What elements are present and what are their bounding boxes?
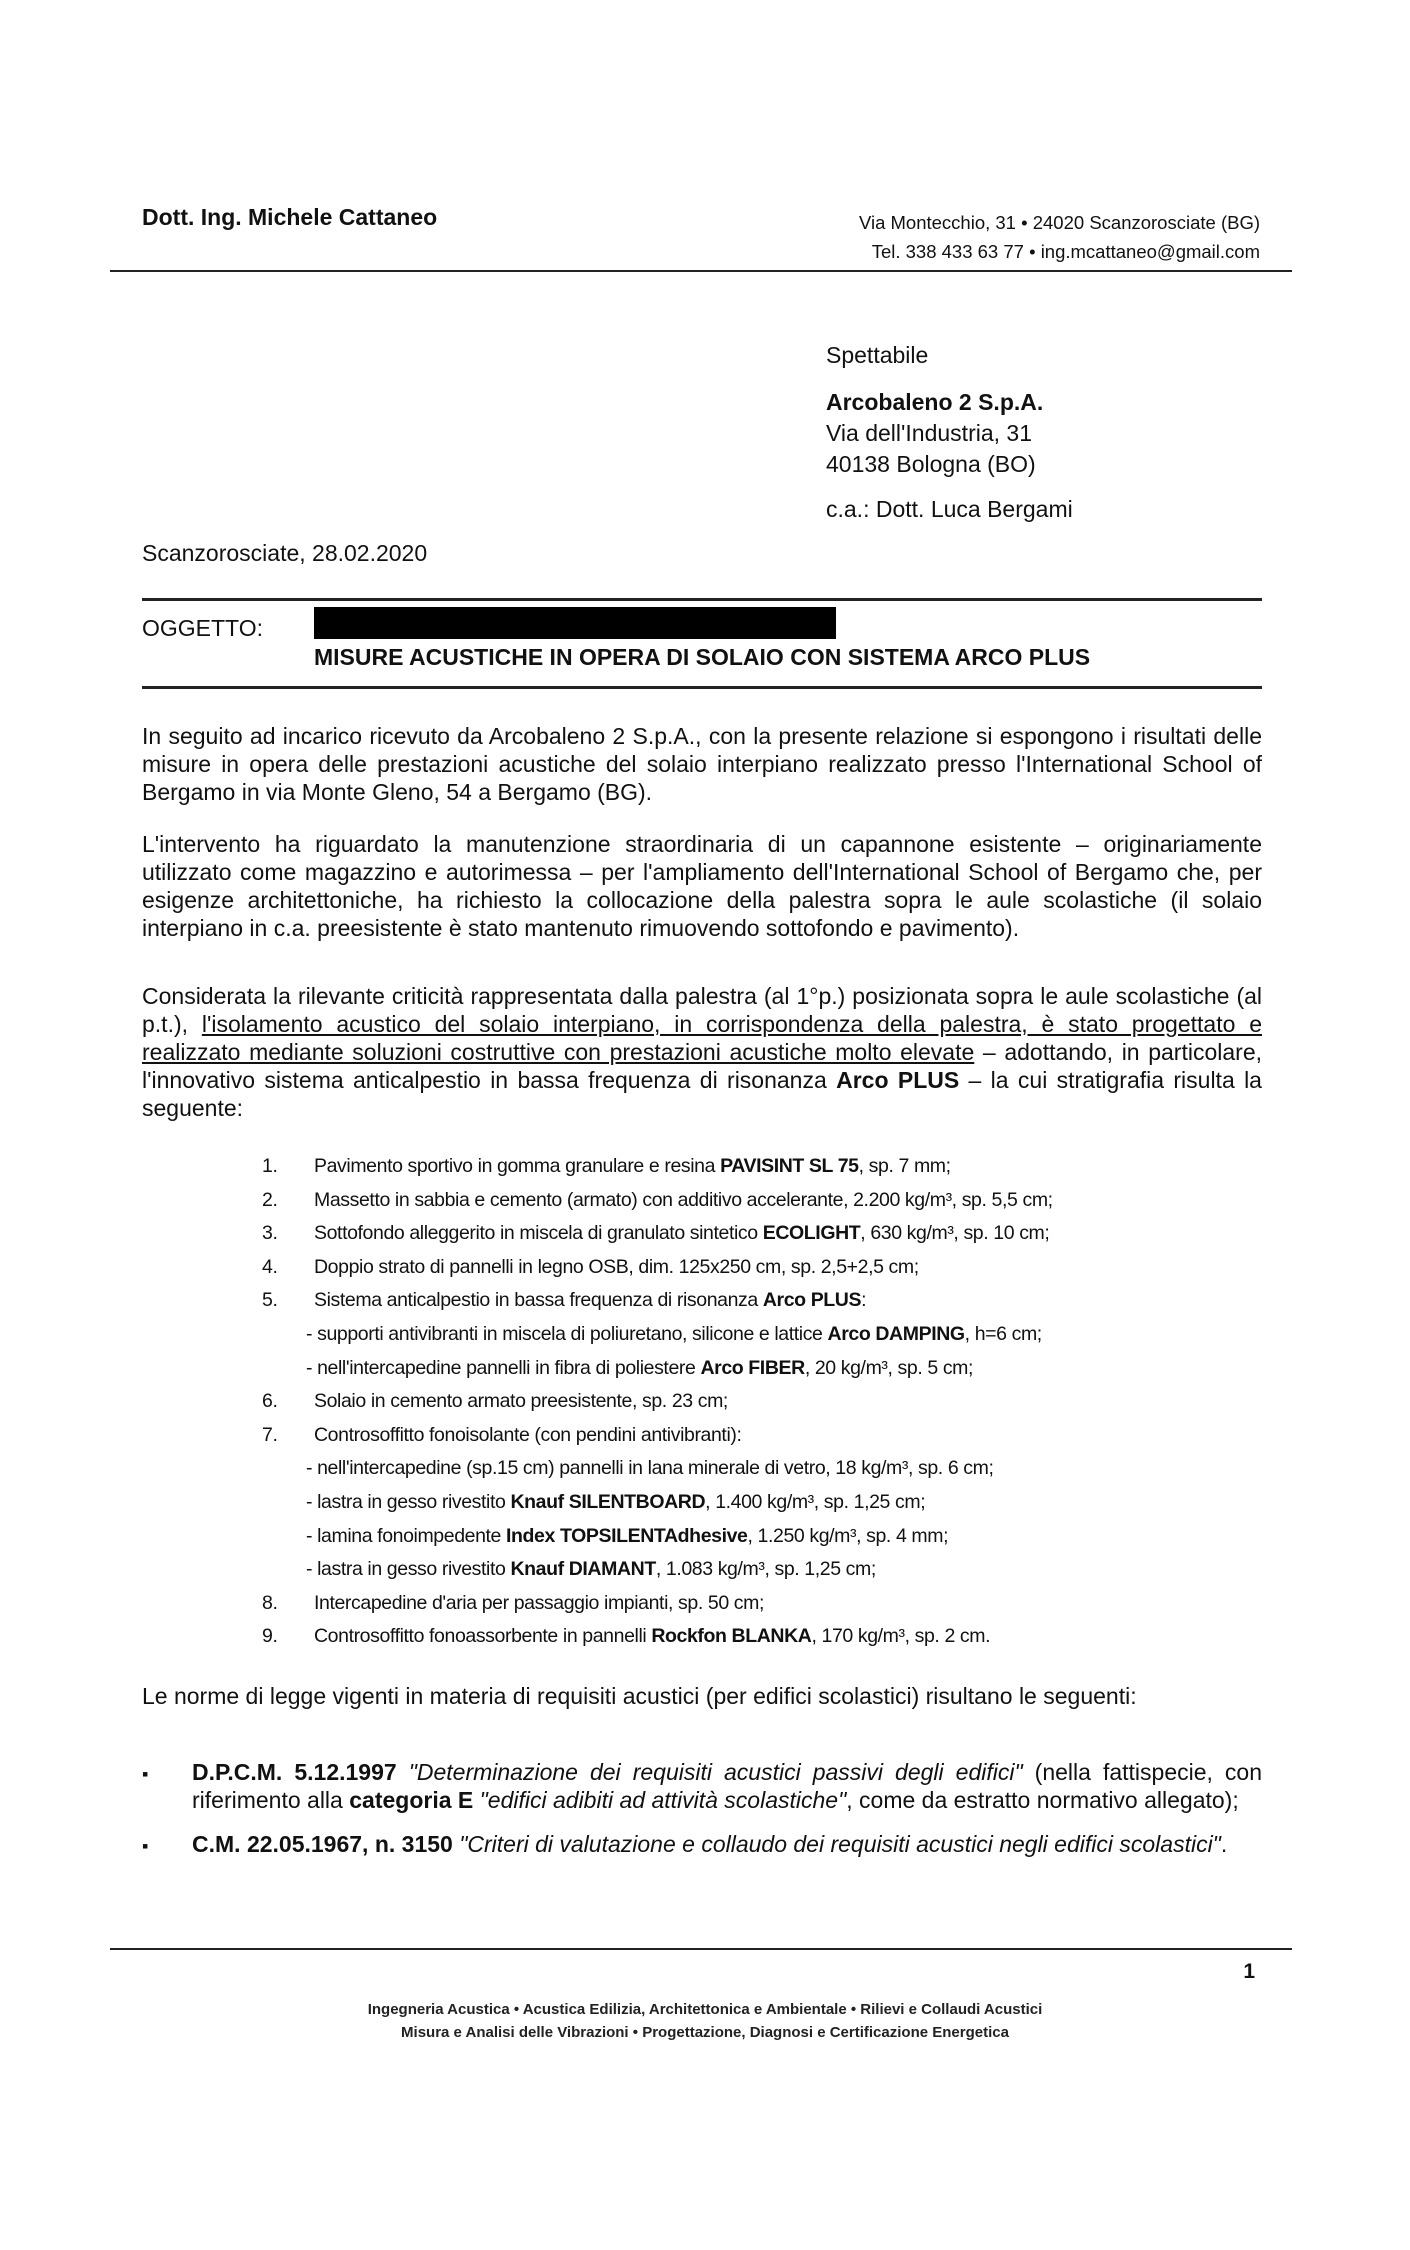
author-contact-block (859, 208, 1260, 266)
list-subitem: - lamina fonoimpedente Index TOPSILENTAdhesive, 1.250 kg/m³, sp. 4 mm; (306, 1524, 949, 1547)
header-divider (110, 270, 1292, 272)
list-text: Doppio strato di pannelli in legno OSB, dim. 125x250 cm, sp. 2,5+2,5 cm; (314, 1255, 919, 1278)
paragraph-norms-intro: Le norme di legge vigenti in materia di requisiti acustici (per edifici scolastici) risultano le seguenti: (142, 1683, 1137, 1709)
stratigraphy-list (262, 1150, 1222, 1654)
paragraph-criticality (142, 982, 1262, 1122)
list-text: Sistema anticalpestio in bassa frequenza di risonanza Arco PLUS: (314, 1289, 867, 1312)
list-item (262, 1217, 1222, 1251)
norms-list (142, 1758, 1262, 1876)
letter-date: Scanzorosciate, 28.02.2020 (142, 540, 428, 566)
footer-line-1: Ingegneria Acustica • Acustica Edilizia, Architettonica e Ambientale • Rilievi e Collaudi Acustici (367, 2001, 1043, 2018)
list-text: Intercapedine d'aria per passaggio impianti, sp. 50 cm; (314, 1591, 764, 1614)
list-text: Sottofondo alleggerito in miscela di granulato sintetico ECOLIGHT, 630 kg/m³, sp. 10 cm; (314, 1222, 1050, 1245)
list-subitem: - supporti antivibranti in miscela di poliuretano, silicone e lattice Arco DAMPING, h=6 cm; (306, 1322, 1042, 1345)
recipient-salutation: Spettabile (826, 342, 929, 368)
list-number: 9. (262, 1625, 278, 1648)
criticality-text-c: – la cui stratigrafia risulta la seguente: (142, 1067, 1262, 1121)
list-item (262, 1184, 1222, 1218)
norm-text: D.P.C.M. 5.12.1997 "Determinazione dei requisiti acustici passivi degli edifici" (nella fattispecie, con riferimento alla categoria E "edifici adibiti ad attività scolastiche", come da estratto normativo allegato); (192, 1759, 1263, 1813)
norm-item-dpcm (142, 1758, 1262, 1814)
criticality-text-b: – adottando, in particolare, l'innovativo sistema anticalpestio in bassa frequenza di risonanza (142, 1039, 1262, 1093)
list-subitem: - lastra in gesso rivestito Knauf DIAMANT, 1.083 kg/m³, sp. 1,25 cm; (306, 1558, 876, 1581)
list-number: 4. (262, 1255, 278, 1278)
footer-divider (110, 1948, 1292, 1950)
recipient-company: Arcobaleno 2 S.p.A. (826, 389, 1044, 415)
author-name: Dott. Ing. Michele Cattaneo (142, 204, 438, 230)
criticality-underlined: l'isolamento acustico del solaio interpiano, in corrispondenza della palestra, è stato progettato e realizzato mediante soluzioni costruttive con prestazioni acustiche molto elevate (142, 1011, 1262, 1065)
bullet-icon: ▪ (142, 1836, 149, 1856)
list-text: Pavimento sportivo in gomma granulare e resina PAVISINT SL 75, sp. 7 mm; (314, 1155, 951, 1177)
recipient-city: 40138 Bologna (BO) (826, 451, 1036, 477)
list-item (262, 1284, 1222, 1318)
list-number: 3. (262, 1222, 278, 1245)
bullet-icon: ▪ (142, 1764, 149, 1784)
list-item (262, 1251, 1222, 1285)
recipient-block (826, 340, 1073, 525)
list-item (262, 1620, 1222, 1654)
list-subitem: - nell'intercapedine (sp.15 cm) pannelli in lana minerale di vetro, 18 kg/m³, sp. 6 cm; (306, 1457, 994, 1480)
author-phone-email: Tel. 338 433 63 77 • ing.mcattaneo@gmail.com (871, 241, 1260, 262)
list-number: 1. (262, 1155, 278, 1177)
list-number: 8. (262, 1591, 278, 1614)
list-item (262, 1419, 1222, 1453)
list-subitem: - nell'intercapedine pannelli in fibra di poliestere Arco FIBER, 20 kg/m³, sp. 5 cm; (306, 1356, 974, 1379)
recipient-attention: c.a.: Dott. Luca Bergami (826, 496, 1073, 522)
footer-block (0, 1998, 1410, 2044)
paragraph-intervention: L'intervento ha riguardato la manutenzione straordinaria di un capannone esistente – originariamente utilizzato come magazzino e autorimessa – per l'ampliamento dell'International School of Bergamo che, per esigenze architettoniche, ha richiesto la collocazione della palestra sopra le aule scolastiche (il solaio interpiano in c.a. preesistente è stato mantenuto rimuovendo sottofondo e pavimento). (142, 831, 1262, 941)
author-address: Via Montecchio, 31 • 24020 Scanzorosciate (BG) (858, 212, 1260, 233)
list-number: 5. (262, 1289, 278, 1312)
footer-line-2: Misura e Analisi delle Vibrazioni • Progettazione, Diagnosi e Certificazione Energetica (401, 2024, 1009, 2041)
norm-text: C.M. 22.05.1967, n. 3150 "Criteri di valutazione e collaudo dei requisiti acustici negli edifici scolastici". (192, 1831, 1228, 1857)
subject-top-rule (142, 598, 1262, 601)
list-text: Massetto in sabbia e cemento (armato) con additivo accelerante, 2.200 kg/m³, sp. 5,5 cm; (314, 1188, 1053, 1211)
criticality-system-name: Arco PLUS (836, 1067, 960, 1093)
list-item (262, 1587, 1222, 1621)
subject-title: MISURE ACUSTICHE IN OPERA DI SOLAIO CON SISTEMA ARCO PLUS (314, 644, 1091, 670)
list-text: Controsoffitto fonoisolante (con pendini antivibranti): (314, 1423, 742, 1446)
list-item (262, 1385, 1222, 1419)
subject-label: OGGETTO: (142, 615, 263, 641)
subject-bottom-rule (142, 686, 1262, 689)
list-number: 7. (262, 1423, 278, 1446)
recipient-street: Via dell'Industria, 31 (826, 420, 1032, 446)
paragraph-intro: In seguito ad incarico ricevuto da Arcobaleno 2 S.p.A., con la presente relazione si espongono i risultati delle misure in opera delle prestazioni acustiche del solaio interpiano realizzato presso l'International School of Bergamo in via Monte Gleno, 54 a Bergamo (BG). (142, 723, 1262, 805)
list-subitem: - lastra in gesso rivestito Knauf SILENTBOARD, 1.400 kg/m³, sp. 1,25 cm; (306, 1490, 926, 1513)
list-number: 6. (262, 1390, 278, 1413)
list-number: 2. (262, 1188, 278, 1211)
list-text: Solaio in cemento armato preesistente, sp. 23 cm; (314, 1390, 728, 1413)
criticality-text-a: Considerata la rilevante criticità rappresentata dalla palestra (al 1°p.) posizionata sopra le aule scolastiche (al p.t.), (142, 983, 1262, 1037)
norm-item-cm (142, 1830, 1262, 1860)
page-number: 1 (1243, 1960, 1255, 1983)
list-text: Controsoffitto fonoassorbente in pannelli Rockfon BLANKA, 170 kg/m³, sp. 2 cm. (314, 1625, 991, 1648)
list-item (262, 1150, 1222, 1184)
redaction-bar (314, 607, 836, 639)
